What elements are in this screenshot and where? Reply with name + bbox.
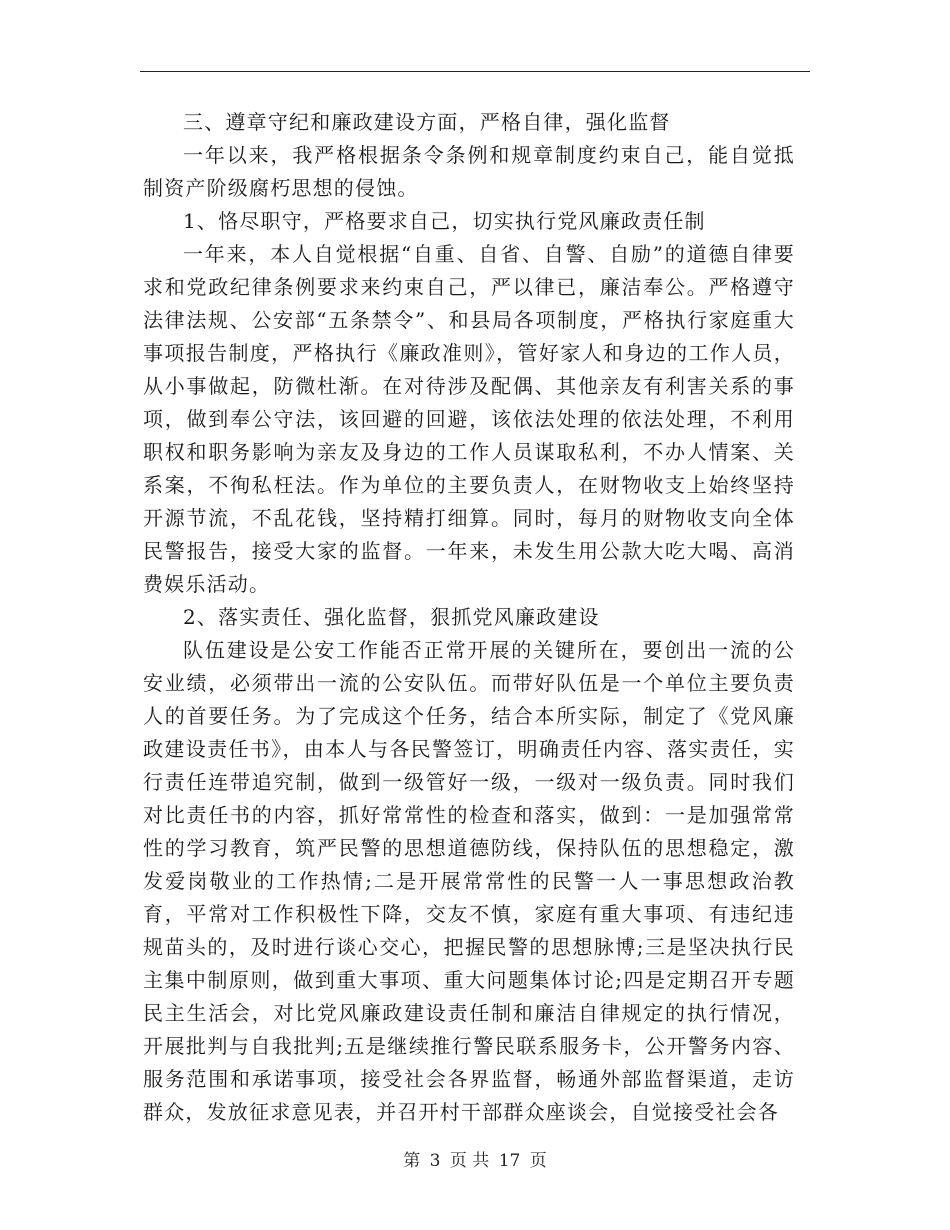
subsection-heading: 1、恪尽职守，严格要求自己，切实执行党风廉政责任制 (183, 209, 706, 233)
footer-prefix: 第 (403, 1151, 421, 1171)
footer-current-page: 3 (429, 1151, 441, 1171)
paragraph: 队伍建设是公安工作能否正常开展的关键所在，要创出一流的公安业绩，必须带出一流的公安队伍。而带好队伍是一个单位主要负责人的首要任务。为了完成这个任务，结合本所实际，制定了《党风廉政建设责任书》，由本人与各民警签订，明确责任内容、落实责任，实行责任连带追究制，做到一级管好一级，一级对一级负责。同时我们对比责任书的内容，抓好常常性的检查和落实，做到：一是加强常常性的学习教育，筑严民警的思想道德防线，保持队伍的思想稳定，激发爱岗敬业的工作热情;二是开展常常性的民警一人一事思想政治教育，平常对工作积极性下降，交友不慎，家庭有重大事项、有违纪违规苗头的，及时进行谈心交心，把握民警的思想脉博;三是坚决执行民主集中制原则，做到重大事项、重大问题集体讨论;四是定期召开专题民主生活会，对比党风廉政建设责任制和廉洁自律规定的执行情况，开展批判与自我批判;五是继续推行警民联系服务卡，公开警务内容、服务范围和承诺事项，接受社会各界监督，畅通外部监督渠道，走访群众，发放征求意见表，并召开村干部群众座谈会，自觉接受社会各 (143, 638, 795, 1124)
paragraph: 一年以来，我严格根据条令条例和规章制度约束自己，能自觉抵制资产阶级腐朽思想的侵蚀。 (143, 143, 795, 200)
section-heading: 三、遵章守纪和廉政建设方面，严格自律，强化监督 (183, 110, 671, 134)
footer-suffix: 页 (529, 1151, 547, 1171)
header-rule (140, 71, 810, 72)
paragraph: 一年来，本人自觉根据“自重、自省、自警、自励”的道德自律要求和党政纪律条例要求来约束自己，严以律已，廉洁奉公。严格遵守法律法规、公安部“五条禁令”、和县局各项制度，严格执行家庭重大事项报告制度，严格执行《廉政准则》，管好家人和身边的工作人员，从小事做起，防微杜渐。在对待涉及配偶、其他亲友有利害关系的事项，做到奉公守法，该回避的回避，该依法处理的依法处理，不利用职权和职务影响为亲友及身边的工作人员谋取私利，不办人情案、关系案，不徇私枉法。作为单位的主要负责人，在财物收支上始终坚持开源节流，不乱花钱，坚持精打细算。同时，每月的财物收支向全体民警报告，接受大家的监督。一年来，未发生用公款大吃大喝、高消费娱乐活动。 (143, 242, 795, 596)
subsection-heading: 2、落实责任、强化监督，狠抓党风廉政建设 (183, 605, 600, 629)
document-body (143, 106, 795, 1129)
page-footer (0, 1146, 950, 1171)
footer-total-pages: 17 (498, 1151, 521, 1171)
footer-middle: 页 共 (449, 1151, 490, 1171)
